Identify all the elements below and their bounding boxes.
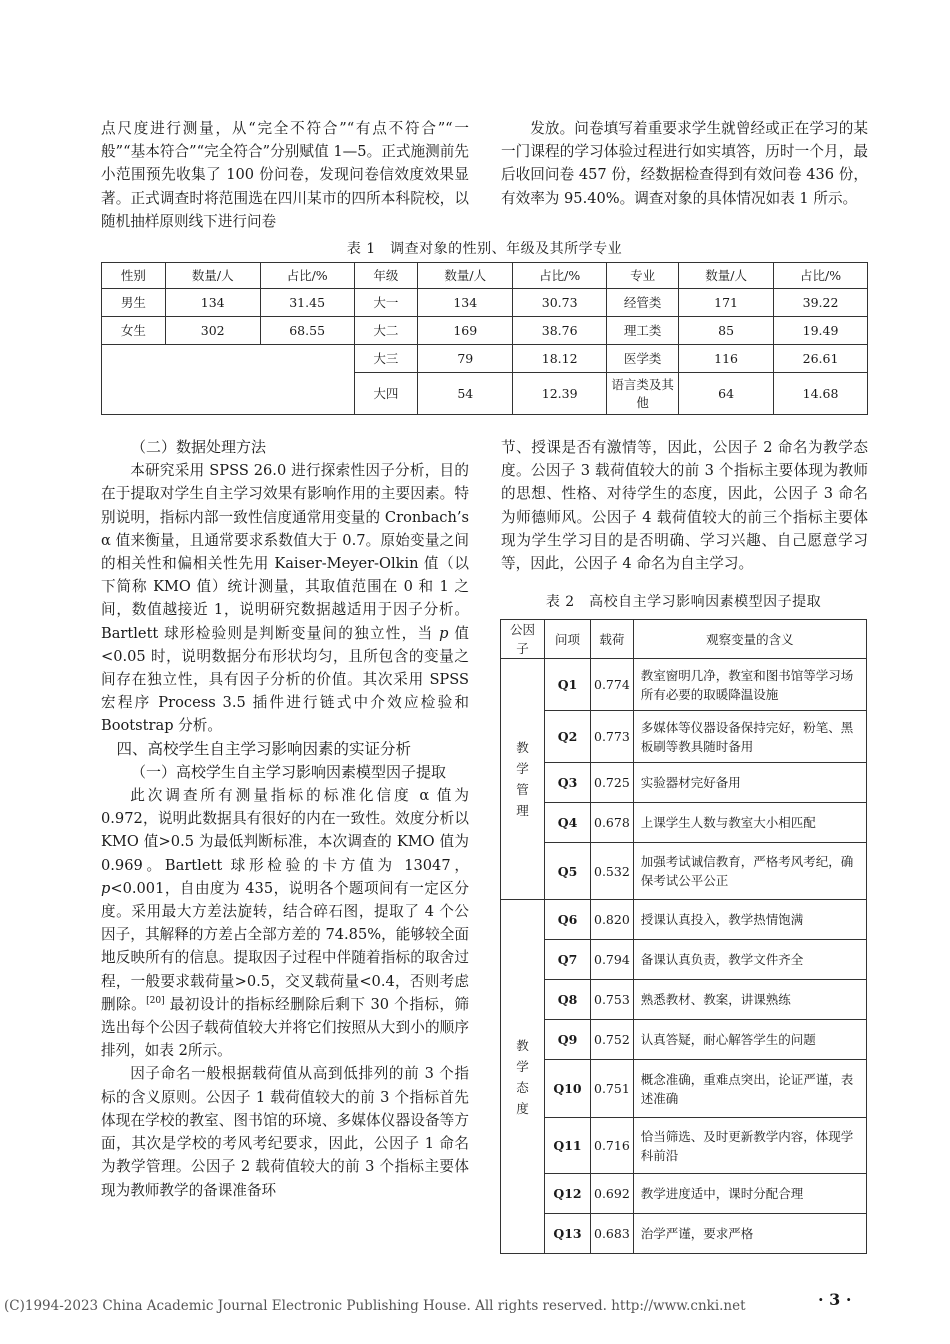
table2-loading: 0.774: [591, 659, 634, 711]
table-row: [501, 659, 867, 711]
table1-header: 性别: [102, 263, 166, 289]
table1-cell: 医学类: [607, 345, 679, 373]
table2: [500, 619, 867, 1254]
table-row: [501, 940, 867, 980]
table2-item: Q12: [545, 1174, 591, 1214]
table-row: [501, 1060, 867, 1118]
table1-cell: 26.61: [774, 345, 868, 373]
table1-cell: 64: [679, 373, 774, 415]
table2-meaning: 实验器材完好备用: [633, 763, 866, 803]
table2-loading: 0.678: [591, 803, 634, 843]
top-right-text: 发放。问卷填写着重要求学生就曾经或正在学习的某一门课程的学习体验过程进行如实填答，历时一个月，最后收回问卷 457 份，经数据检查得到有效问卷 436 份，有效率为 95.40%。调查对象的具体情况如表 1 所示。: [501, 120, 868, 207]
factor-teaching-attitude: 教学态度: [501, 900, 545, 1254]
table1-cell: 经管类: [607, 289, 679, 317]
table2-header: 载荷: [591, 620, 634, 659]
table1-cell: 大二: [354, 317, 418, 345]
table2-meaning: 加强考试诚信教育，严格考风考纪，确保考试公平公正: [633, 843, 866, 900]
table1-cell: 54: [418, 373, 513, 415]
table2-meaning: 授课认真投入，教学热情饱满: [633, 900, 866, 940]
table1-cell: 68.55: [260, 317, 354, 345]
table2-item: Q5: [545, 843, 591, 900]
top-left-text: 点尺度进行测量，从“完全不符合”“有点不符合”“一般”“基本符合”“完全符合”分别赋值 1—5。正式施测前先小范围预先收集了 100 份问卷，发现问卷信效度效果显著。正式调查时将范围选在四川某市的四所本科院校，以随机抽样原则线下进行问卷: [101, 120, 469, 230]
factor-naming-continued: 节、授课是否有激情等，因此，公因子 2 命名为教学态度。公因子 3 载荷值较大的前 3 个指标主要体现为教师的思想、性格、对待学生的态度，因此，公因子 3 命名为师德师风。公因子 4 载荷值较大的前三个指标主要体现为学生学习目的是否明确、学习兴趣、自己愿意学习等，因此，公因子 4 命名为自主学习。: [501, 439, 868, 573]
table-row: [501, 1214, 867, 1254]
table2-header: 观察变量的含义: [633, 620, 866, 659]
section-heading-factor-extraction: （一）高校学生自主学习影响因素模型因子提取: [131, 762, 447, 781]
factor-naming-paragraph: 因子命名一般根据载荷值从高到低排列的前 3 个指标的含义原则。公因子 1 载荷值较大的前 3 个指标首先体现在学校的教室、图书馆的环境、多媒体仪器设备等方面，其次是学校的考风考纪要求，因此，公因子 1 命名为教学管理。公因子 2 载荷值较大的前 3 个指标主要体现为教师教学的备课准备环: [101, 1065, 469, 1199]
table-row: [501, 1118, 867, 1174]
right-column: [501, 436, 868, 575]
table2-meaning: 熟悉教材、教案，讲课熟练: [633, 980, 866, 1020]
table1-cell: 169: [418, 317, 513, 345]
table2-item: Q13: [545, 1214, 591, 1254]
table-row: [501, 843, 867, 900]
table1-caption: 表 1 调查对象的性别、年级及其所学专业: [346, 241, 623, 257]
table2-meaning: 多媒体等仪器设备保持完好，粉笔、黑板刷等教具随时备用: [633, 711, 866, 763]
table1-cell: 79: [418, 345, 513, 373]
table2-loading: 0.716: [591, 1118, 634, 1174]
table2-loading: 0.794: [591, 940, 634, 980]
table1-header: 专业: [607, 263, 679, 289]
table2-header: 公因子: [501, 620, 545, 659]
table1-header: 数量/人: [679, 263, 774, 289]
table1-cell: 14.68: [774, 373, 868, 415]
table2-item: Q10: [545, 1060, 591, 1118]
table1-cell: 12.39: [513, 373, 607, 415]
table2-item: Q11: [545, 1118, 591, 1174]
table2-meaning: 认真答疑，耐心解答学生的问题: [633, 1020, 866, 1060]
table2-loading: 0.692: [591, 1174, 634, 1214]
table1-header-row: [102, 263, 868, 289]
table-row: [501, 763, 867, 803]
table1-cell: 女生: [102, 317, 166, 345]
factor-extraction-paragraph: 此次调查所有测量指标的标准化信度 α 值为 0.972，说明此数据具有很好的内在一致性。效度分析以 KMO 值>0.5 为最低判断标准，本次调查的 KMO 值为 0.969。Bartlett 球形检验的卡方值为 13047，p<0.001，自由度为 435，说明各个题项间有一定区分度。采用最大方差法旋转，结合碎石图，提取了 4 个公因子，其解释的方差占全部方差的 74.85%，能够较全面地反映所有的信息。提取因子过程中伴随着指标的取舍过程，一般要求载荷量>0.5，交叉载荷量<0.4，否则考虑删除。[20] 最初设计的指标经删除后剩下 30 个指标，筛选出每个公因子载荷值较大并将它们按照从大到小的顺序排列，如表 2所示。: [101, 787, 469, 1060]
table-row: [501, 1174, 867, 1214]
table1-cell: 30.73: [513, 289, 607, 317]
table2-item: Q9: [545, 1020, 591, 1060]
table-row: [501, 900, 867, 940]
table2-meaning: 备课认真负责，教学文件齐全: [633, 940, 866, 980]
top-left-paragraph: [101, 117, 469, 233]
table2-item: Q2: [545, 711, 591, 763]
table1-empty-cell: [102, 345, 355, 415]
table2-item: Q8: [545, 980, 591, 1020]
citation-ref: [20]: [146, 995, 165, 1006]
table1-header: 占比/%: [513, 263, 607, 289]
table-row: [501, 1020, 867, 1060]
table2-meaning: 教室窗明几净，教室和图书馆等学习场所有必要的取暖降温设施: [633, 659, 866, 711]
table1-cell: 男生: [102, 289, 166, 317]
table2-caption: 表 2 高校自主学习影响因素模型因子提取: [545, 594, 822, 610]
table2-meaning: 治学严谨，要求严格: [633, 1214, 866, 1254]
table2-loading: 0.751: [591, 1060, 634, 1118]
table2-loading: 0.532: [591, 843, 634, 900]
table2-loading: 0.753: [591, 980, 634, 1020]
table1-cell: 大一: [354, 289, 418, 317]
table2-meaning: 教学进度适中，课时分配合理: [633, 1174, 866, 1214]
table-row: [501, 711, 867, 763]
table2-loading: 0.752: [591, 1020, 634, 1060]
table2-header: 问项: [545, 620, 591, 659]
table2-item: Q3: [545, 763, 591, 803]
table1-cell: 134: [418, 289, 513, 317]
table1-cell: 39.22: [774, 289, 868, 317]
table1-header: 占比/%: [774, 263, 868, 289]
section-heading-data-processing: （二）数据处理方法: [131, 438, 267, 456]
table1-header: 年级: [354, 263, 418, 289]
section-heading-four: 四、高校学生自主学习影响因素的实证分析: [116, 739, 412, 758]
table2-loading: 0.683: [591, 1214, 634, 1254]
table1-cell: 116: [679, 345, 774, 373]
left-column: [101, 436, 469, 1202]
table2-header-row: [501, 620, 867, 659]
table2-meaning: 上课学生人数与教室大小相匹配: [633, 803, 866, 843]
table2-loading: 0.820: [591, 900, 634, 940]
table1-cell: 18.12: [513, 345, 607, 373]
table-row: [501, 803, 867, 843]
table2-item: Q6: [545, 900, 591, 940]
table-row: [102, 317, 868, 345]
table1-cell: 85: [679, 317, 774, 345]
table1-cell: 134: [165, 289, 260, 317]
table1-cell: 31.45: [260, 289, 354, 317]
table-row: [501, 980, 867, 1020]
page-number: · 3 ·: [818, 1290, 852, 1309]
table1-cell: 19.49: [774, 317, 868, 345]
table2-item: Q4: [545, 803, 591, 843]
table2-loading: 0.725: [591, 763, 634, 803]
table1-cell: 语言类及其他: [607, 373, 679, 415]
table2-meaning: 概念准确，重难点突出，论证严谨，表述准确: [633, 1060, 866, 1118]
table-row: [102, 345, 868, 373]
table2-loading: 0.773: [591, 711, 634, 763]
table1-header: 数量/人: [418, 263, 513, 289]
table2-item: Q1: [545, 659, 591, 711]
copyright-footer: (C)1994-2023 China Academic Journal Electronic Publishing House. All rights reserved. http://www.cnki.net: [4, 1298, 746, 1314]
table2-item: Q7: [545, 940, 591, 980]
table1-cell: 理工类: [607, 317, 679, 345]
table1-cell: 171: [679, 289, 774, 317]
table1-cell: 38.76: [513, 317, 607, 345]
table1-cell: 大四: [354, 373, 418, 415]
table-row: [102, 289, 868, 317]
table1-header: 数量/人: [165, 263, 260, 289]
factor-teaching-management: 教学管理: [501, 659, 545, 900]
table1-header: 占比/%: [260, 263, 354, 289]
table1: [101, 262, 868, 415]
data-processing-paragraph: 本研究采用 SPSS 26.0 进行探索性因子分析，目的在于提取对学生自主学习效果有影响作用的主要因素。特别说明，指标内部一致性信度通常用变量的 Cronbach’s α 值来衡量，且通常要求系数值大于 0.7。原始变量之间的相关性和偏相关性先用 Kaiser-Meyer-Olkin 值（以下简称 KMO 值）统计测量，其取值范围在 0 和 1 之间，数值越接近 1，说明研究数据越适用于因子分析。Bartlett 球形检验则是判断变量间的独立性，当 p 值<0.05 时，说明数据分布形状均匀，且所包含的变量之间存在独立性，具有因子分析的价值。其次采用 SPSS 宏程序 Process 3.5 插件进行链式中介效应检验和 Bootstrap 分析。: [101, 462, 469, 735]
table1-cell: 302: [165, 317, 260, 345]
table2-meaning: 恰当筛选、及时更新教学内容，体现学科前沿: [633, 1118, 866, 1174]
top-right-paragraph: [501, 117, 868, 210]
table1-cell: 大三: [354, 345, 418, 373]
